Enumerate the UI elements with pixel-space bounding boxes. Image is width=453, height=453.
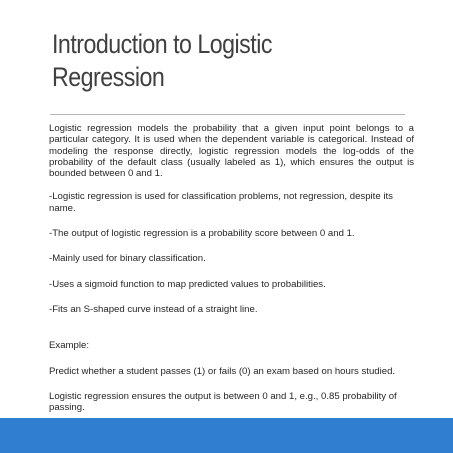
example-line: Predict whether a student passes (1) or fails (0) an exam based on hours studied. bbox=[49, 365, 396, 377]
slide-title: Introduction to Logistic Regression bbox=[52, 29, 272, 92]
title-divider bbox=[50, 114, 405, 115]
slide-body bbox=[49, 123, 414, 413]
bullet-item: -The output of logistic regression is a probability score between 0 and 1. bbox=[49, 228, 355, 240]
example-line: Logistic regression ensures the output is between 0 and 1, e.g., 0.85 probability of passing. bbox=[49, 390, 397, 414]
example-heading: Example: bbox=[49, 340, 89, 352]
bullet-item: -Fits an S-shaped curve instead of a straight line. bbox=[49, 303, 258, 315]
bullet-item: -Mainly used for binary classification. bbox=[49, 253, 206, 265]
intro-paragraph: Logistic regression models the probability that a given input point belongs to a particular category. It is used when the dependent variable is categorical. Instead of modeling the response directly, logistic regression models the log-odds of the probability of the default class (usually labeled as 1), which ensures the output is bounded between 0 and 1. bbox=[49, 123, 414, 180]
bullet-item: -Uses a sigmoid function to map predicted values to probabilities. bbox=[49, 278, 326, 290]
bullet-item: -Logistic regression is used for classification problems, not regression, despite its name. bbox=[49, 191, 393, 214]
footer-bar bbox=[0, 418, 453, 453]
